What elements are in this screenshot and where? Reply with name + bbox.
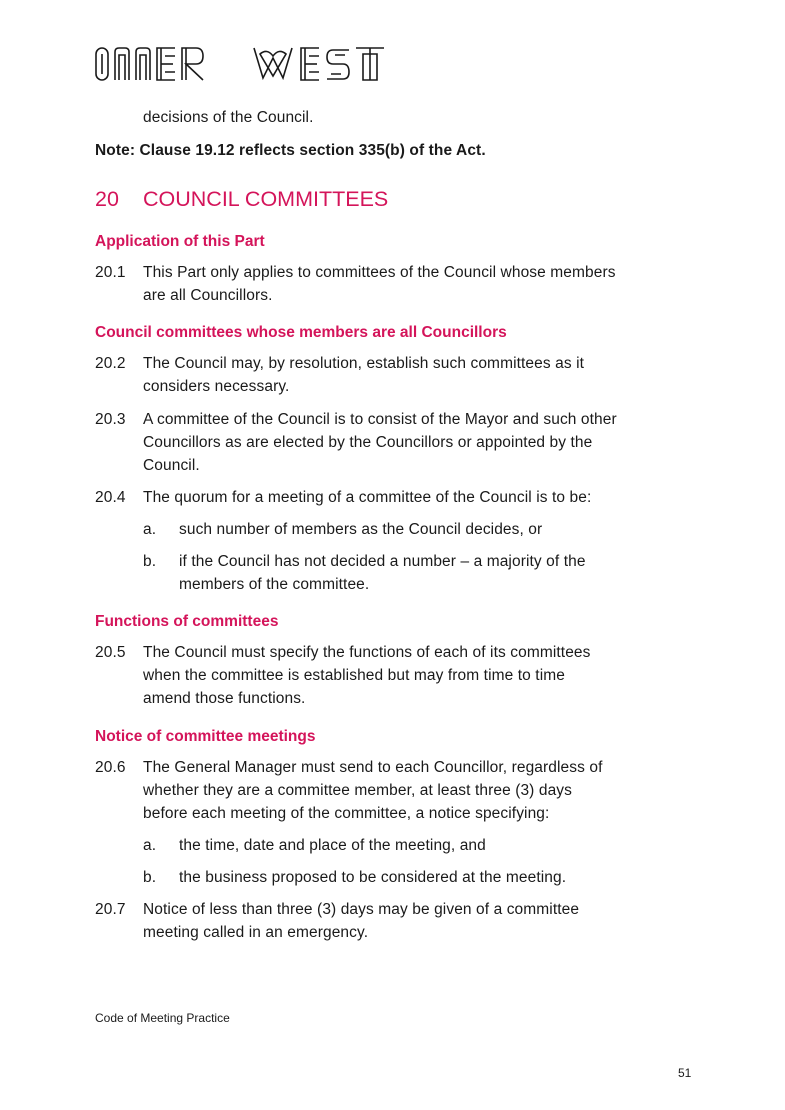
- clause-line: Council.: [143, 457, 200, 474]
- list-letter: a.: [143, 521, 157, 538]
- clause-text: The quorum for a meeting of a committee of the Council is to be:: [143, 489, 592, 506]
- note-text: Note: Clause 19.12 reflects section 335(b) of the Act.: [95, 142, 486, 159]
- list-letter: b.: [143, 553, 157, 570]
- clause-number: 20.5: [95, 644, 126, 661]
- clause-number: 20.3: [95, 411, 126, 428]
- clause-text: [143, 898, 703, 944]
- clause-line: when the committee is established but may from time to time: [143, 667, 565, 684]
- inner-west-logo: [95, 46, 390, 82]
- clause-text: [143, 756, 703, 825]
- clause-number: 20.6: [95, 759, 126, 776]
- clause-number: 20.2: [95, 355, 126, 372]
- clause-line: Notice of less than three (3) days may be given of a committee: [143, 901, 580, 918]
- clause-number: 20.4: [95, 489, 126, 506]
- clause-line: The Council must specify the functions of each of its committees: [143, 644, 591, 661]
- subheading-functions: Functions of committees: [95, 613, 279, 630]
- section-title: COUNCIL COMMITTEES: [143, 187, 389, 211]
- list-item-text: such number of members as the Council decides, or: [179, 521, 543, 538]
- subheading-committees-councillors: Council committees whose members are all Councillors: [95, 324, 507, 341]
- list-letter: b.: [143, 869, 157, 886]
- list-item-text: the time, date and place of the meeting, and: [179, 837, 486, 854]
- clause-line: A committee of the Council is to consist of the Mayor and such other: [143, 411, 617, 428]
- clause-line: This Part only applies to committees of the Council whose members: [143, 264, 616, 281]
- clause-line: meeting called in an emergency.: [143, 924, 369, 941]
- continuation-text: decisions of the Council.: [143, 109, 314, 126]
- subheading-notice: Notice of committee meetings: [95, 728, 316, 745]
- clause-text: [143, 352, 703, 398]
- clause-line: amend those functions.: [143, 690, 306, 707]
- list-item-line: if the Council has not decided a number – a majority of the: [179, 553, 586, 570]
- clause-text: [143, 261, 703, 307]
- clause-text: [143, 408, 703, 477]
- section-number: 20: [95, 187, 119, 211]
- clause-number: 20.1: [95, 264, 126, 281]
- page-number: 51: [678, 1066, 692, 1080]
- clause-line: Councillors as are elected by the Councillors or appointed by the: [143, 434, 593, 451]
- clause-line: The Council may, by resolution, establish such committees as it: [143, 355, 585, 372]
- list-letter: a.: [143, 837, 157, 854]
- footer-doc-title: Code of Meeting Practice: [95, 1011, 230, 1025]
- clause-number: 20.7: [95, 901, 126, 918]
- clause-text: [143, 641, 703, 710]
- list-item-line: members of the committee.: [179, 576, 370, 593]
- clause-line: are all Councillors.: [143, 287, 273, 304]
- clause-line: considers necessary.: [143, 378, 290, 395]
- clause-line: whether they are a committee member, at least three (3) days: [143, 782, 572, 799]
- clause-line: The General Manager must send to each Councillor, regardless of: [143, 759, 603, 776]
- clause-line: before each meeting of the committee, a notice specifying:: [143, 805, 550, 822]
- list-item-text: the business proposed to be considered at the meeting.: [179, 869, 567, 886]
- list-item-text: [179, 550, 699, 596]
- subheading-application: Application of this Part: [95, 233, 265, 250]
